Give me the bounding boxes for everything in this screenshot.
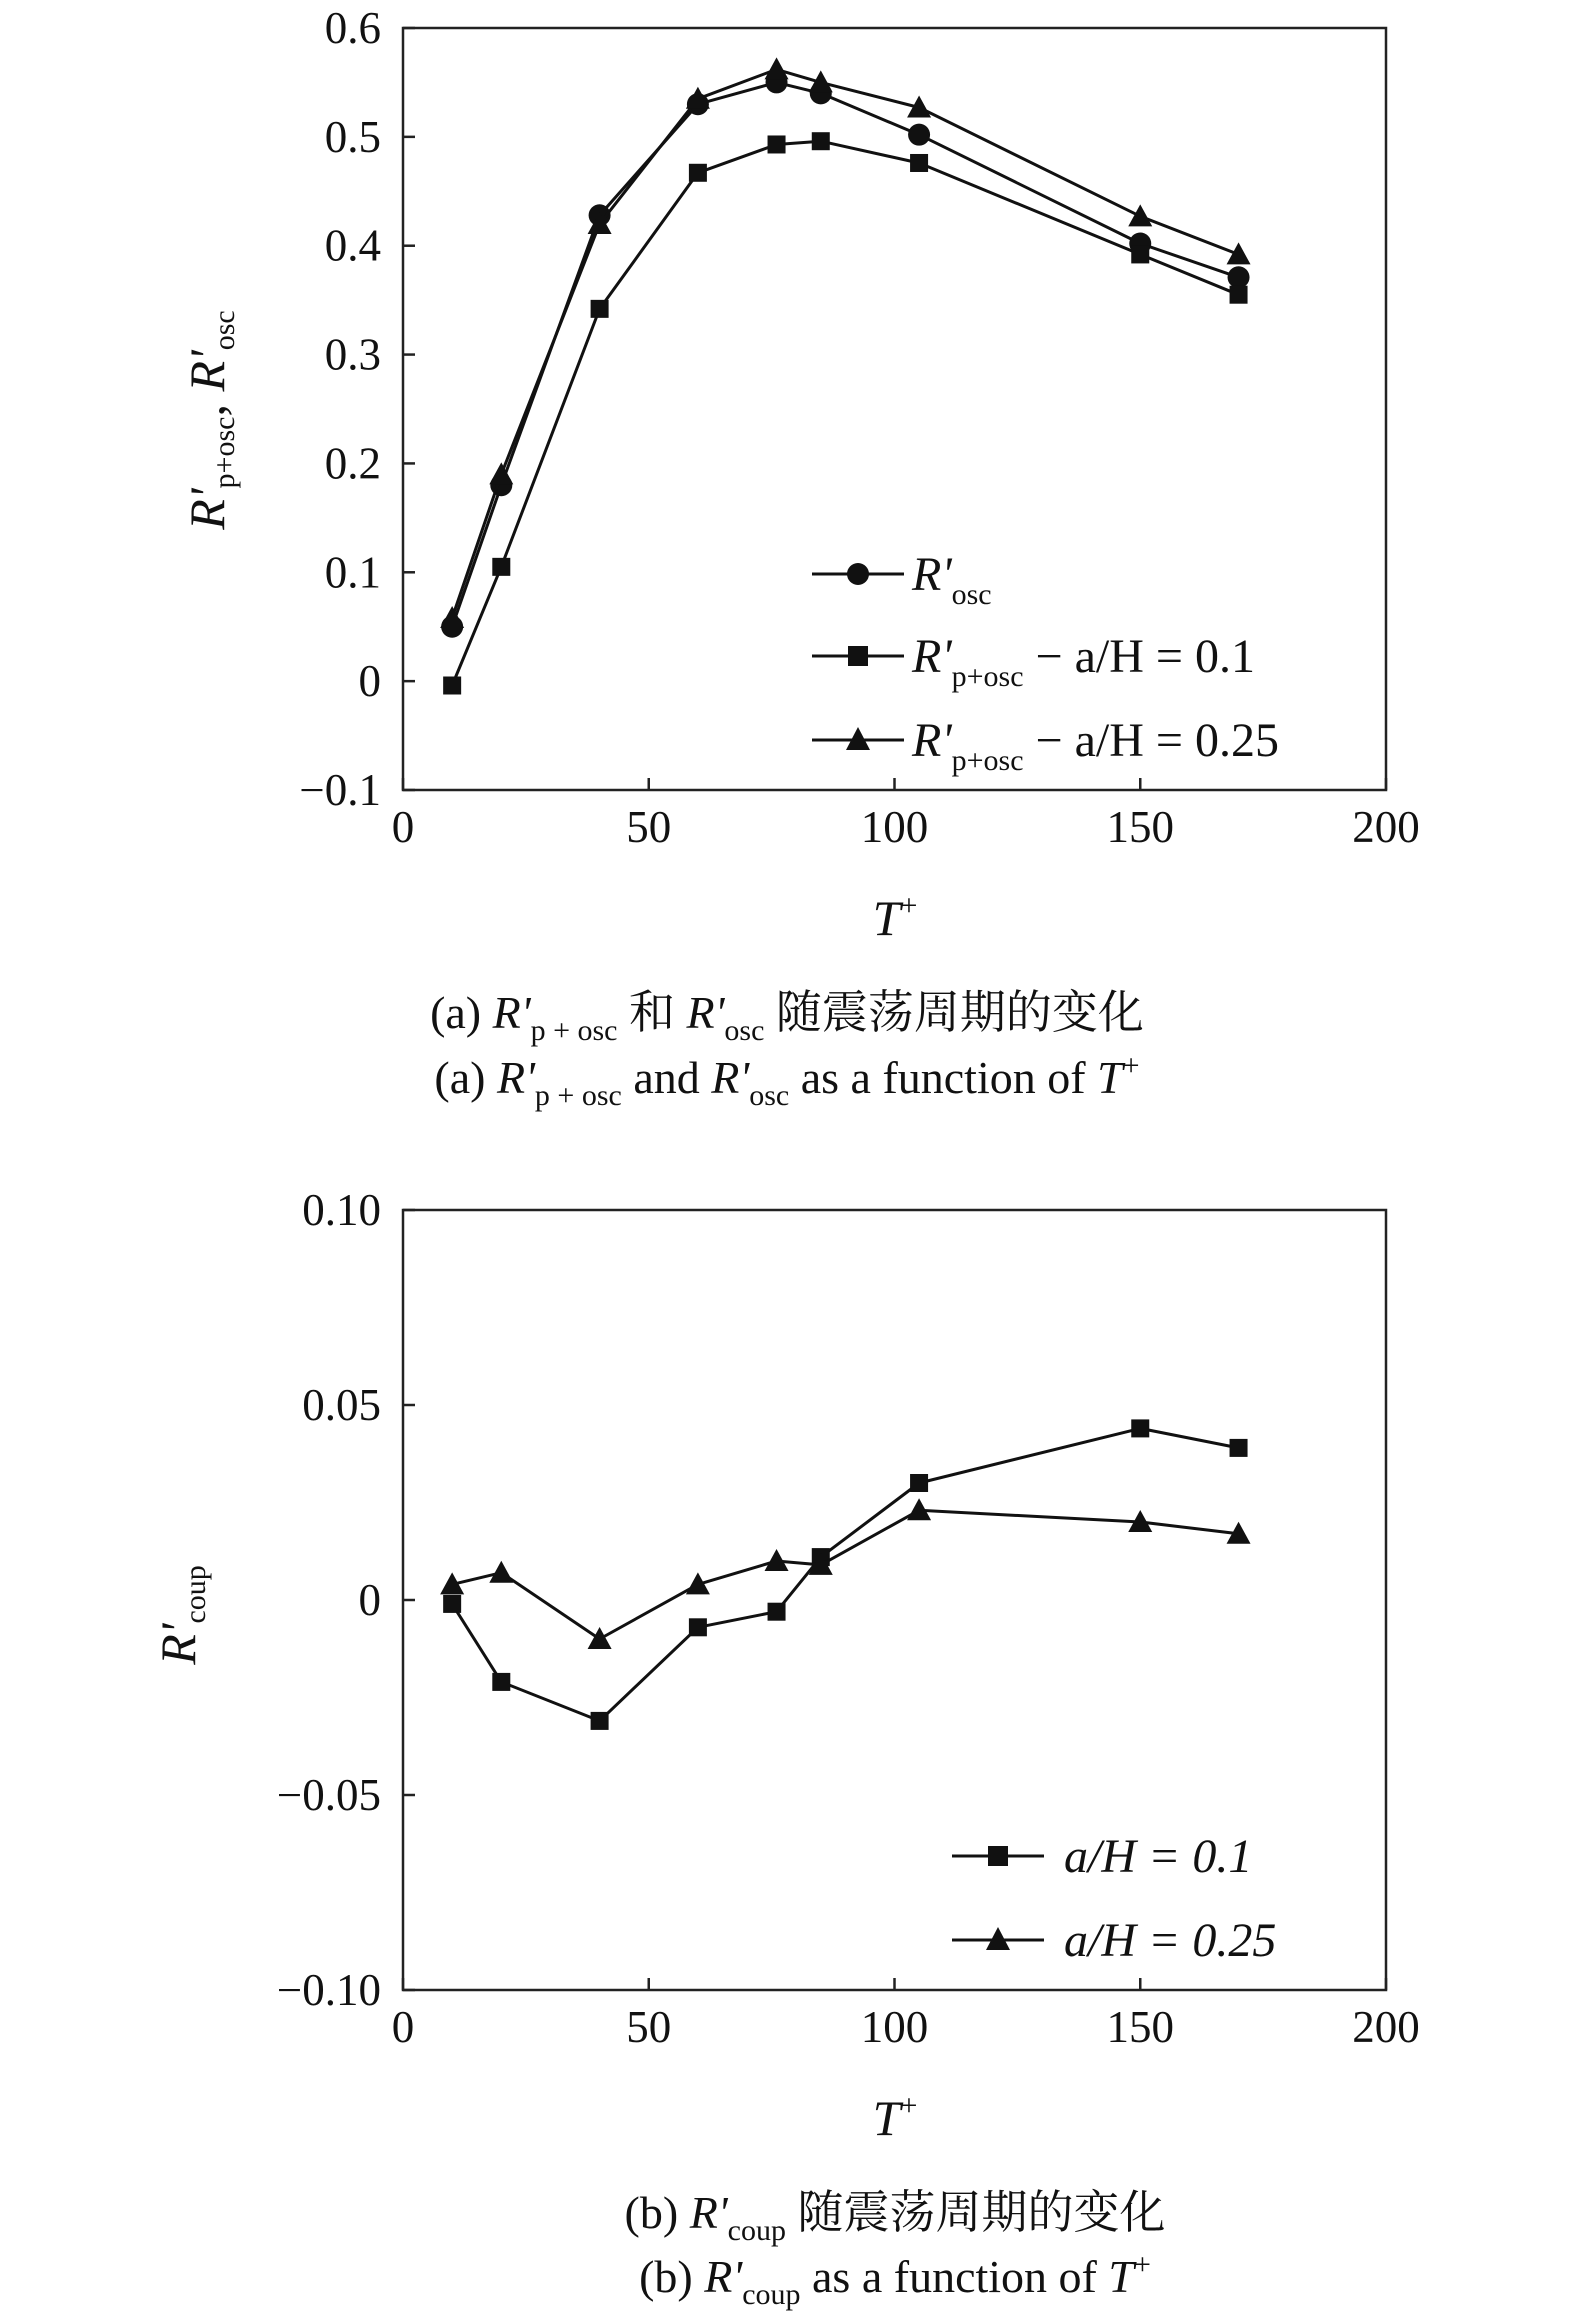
svg-text:a/H = 0.1: a/H = 0.1	[1064, 1830, 1253, 1883]
x-tick-label: 0	[391, 2002, 415, 2052]
series-line-triangle	[452, 69, 1238, 618]
y-tick-label: 0	[358, 1575, 381, 1625]
data-point-triangle	[489, 1561, 513, 1583]
data-point-square	[689, 1618, 707, 1636]
legend-a-item-pos-01	[812, 630, 1255, 693]
panel-b-chart	[150, 1185, 1420, 2311]
x-tick-label: 100	[860, 2002, 929, 2052]
y-tick-label: −0.05	[276, 1770, 381, 1820]
y-tick-label: 0.3	[324, 329, 381, 380]
caption-b-en: (b) $R'_{coup}$ as a function of T+	[639, 2248, 1151, 2311]
y-tick-label: 0.6	[324, 3, 381, 53]
y-tick-label: 0.05	[302, 1380, 381, 1430]
data-point-square	[1131, 245, 1149, 263]
legend-a-item-pos-025	[812, 714, 1279, 777]
x-axis-title-a: T+	[872, 889, 918, 946]
x-tick-label: 200	[1352, 2002, 1420, 2052]
svg-text:R'p+osc − a/H = 0.25: $R'_{p+osc} - a/H = 0.25$	[912, 714, 1279, 777]
data-point-square	[492, 558, 510, 576]
x-tick-label: 50	[626, 802, 672, 852]
caption-a-cn: (a) $R'_{p + osc}$ 和 $R'_{osc}$ 随震荡周期的变化	[430, 987, 1144, 1047]
y-axis-title-b: $R'_{coup}$	[150, 1565, 212, 1665]
series-group-b	[440, 1419, 1250, 1730]
x-tick-label: 150	[1106, 2002, 1174, 2052]
data-point-square	[492, 1673, 510, 1691]
x-tick-label: 0	[391, 802, 415, 852]
y-tick-label: 0.5	[324, 111, 381, 162]
series-group-a	[440, 57, 1250, 694]
series-line-square	[452, 1428, 1238, 1721]
y-tick-label: 0.2	[324, 438, 381, 489]
data-point-circle	[908, 124, 930, 146]
data-point-square	[910, 1474, 928, 1492]
x-tick-label: 50	[626, 2002, 672, 2052]
legend-a-item-osc	[812, 548, 992, 611]
data-point-square	[689, 164, 707, 182]
data-point-square	[1230, 286, 1248, 304]
data-point-square	[591, 1712, 609, 1730]
y-tick-label: 0.10	[302, 1185, 381, 1235]
caption-b-cn: (b) $R'_{coup}$ 随震荡周期的变化	[624, 2187, 1166, 2247]
x-tick-label: 100	[860, 802, 929, 852]
svg-text:R'p+osc − a/H = 0.1: $R'_{p+osc} - a/H = 0.1$	[912, 630, 1255, 693]
data-point-triangle	[1227, 242, 1251, 264]
legend-b	[952, 1830, 1276, 1967]
data-point-triangle	[588, 1627, 612, 1649]
data-point-square	[443, 1595, 461, 1613]
data-point-square	[812, 132, 830, 150]
data-point-triangle	[765, 1549, 789, 1571]
y-tick-label: −0.10	[276, 1965, 381, 2015]
data-point-square	[910, 154, 928, 172]
data-point-square	[1230, 1439, 1248, 1457]
data-point-square	[768, 1603, 786, 1621]
x-tick-label: 150	[1106, 802, 1174, 852]
data-point-square	[591, 300, 609, 318]
svg-text:a/H = 0.25: a/H = 0.25	[1064, 1914, 1277, 1967]
legend-b-item-025	[952, 1914, 1276, 1967]
series-line-square	[452, 141, 1238, 685]
caption-a-en: (a) $R'_{p + osc}$ and $R'_{osc}$ as a function of T+	[434, 1049, 1140, 1112]
panel-a-chart	[179, 3, 1420, 1112]
y-tick-label: 0	[358, 656, 381, 707]
data-point-square	[1131, 1419, 1149, 1437]
x-tick-label: 200	[1352, 802, 1420, 852]
legend-a	[812, 548, 1279, 777]
data-point-triangle	[1128, 204, 1152, 226]
y-tick-label: 0.4	[324, 220, 381, 271]
series-line-circle	[452, 82, 1238, 626]
svg-text:R'osc: $R'_{osc}$	[912, 548, 992, 611]
data-point-circle	[1228, 266, 1250, 288]
series-line-triangle	[452, 1510, 1238, 1639]
legend-b-item-01	[952, 1830, 1252, 1883]
x-axis-title-b: T+	[872, 2089, 918, 2146]
data-point-triangle	[765, 57, 789, 79]
y-tick-label: −0.1	[299, 765, 381, 815]
data-point-square	[443, 676, 461, 694]
y-axis-title-a: $R'_{p+osc}$, $R'_{osc}$	[179, 310, 241, 530]
data-point-triangle	[440, 606, 464, 628]
data-point-square	[768, 135, 786, 153]
y-tick-label: 0.1	[324, 547, 381, 598]
